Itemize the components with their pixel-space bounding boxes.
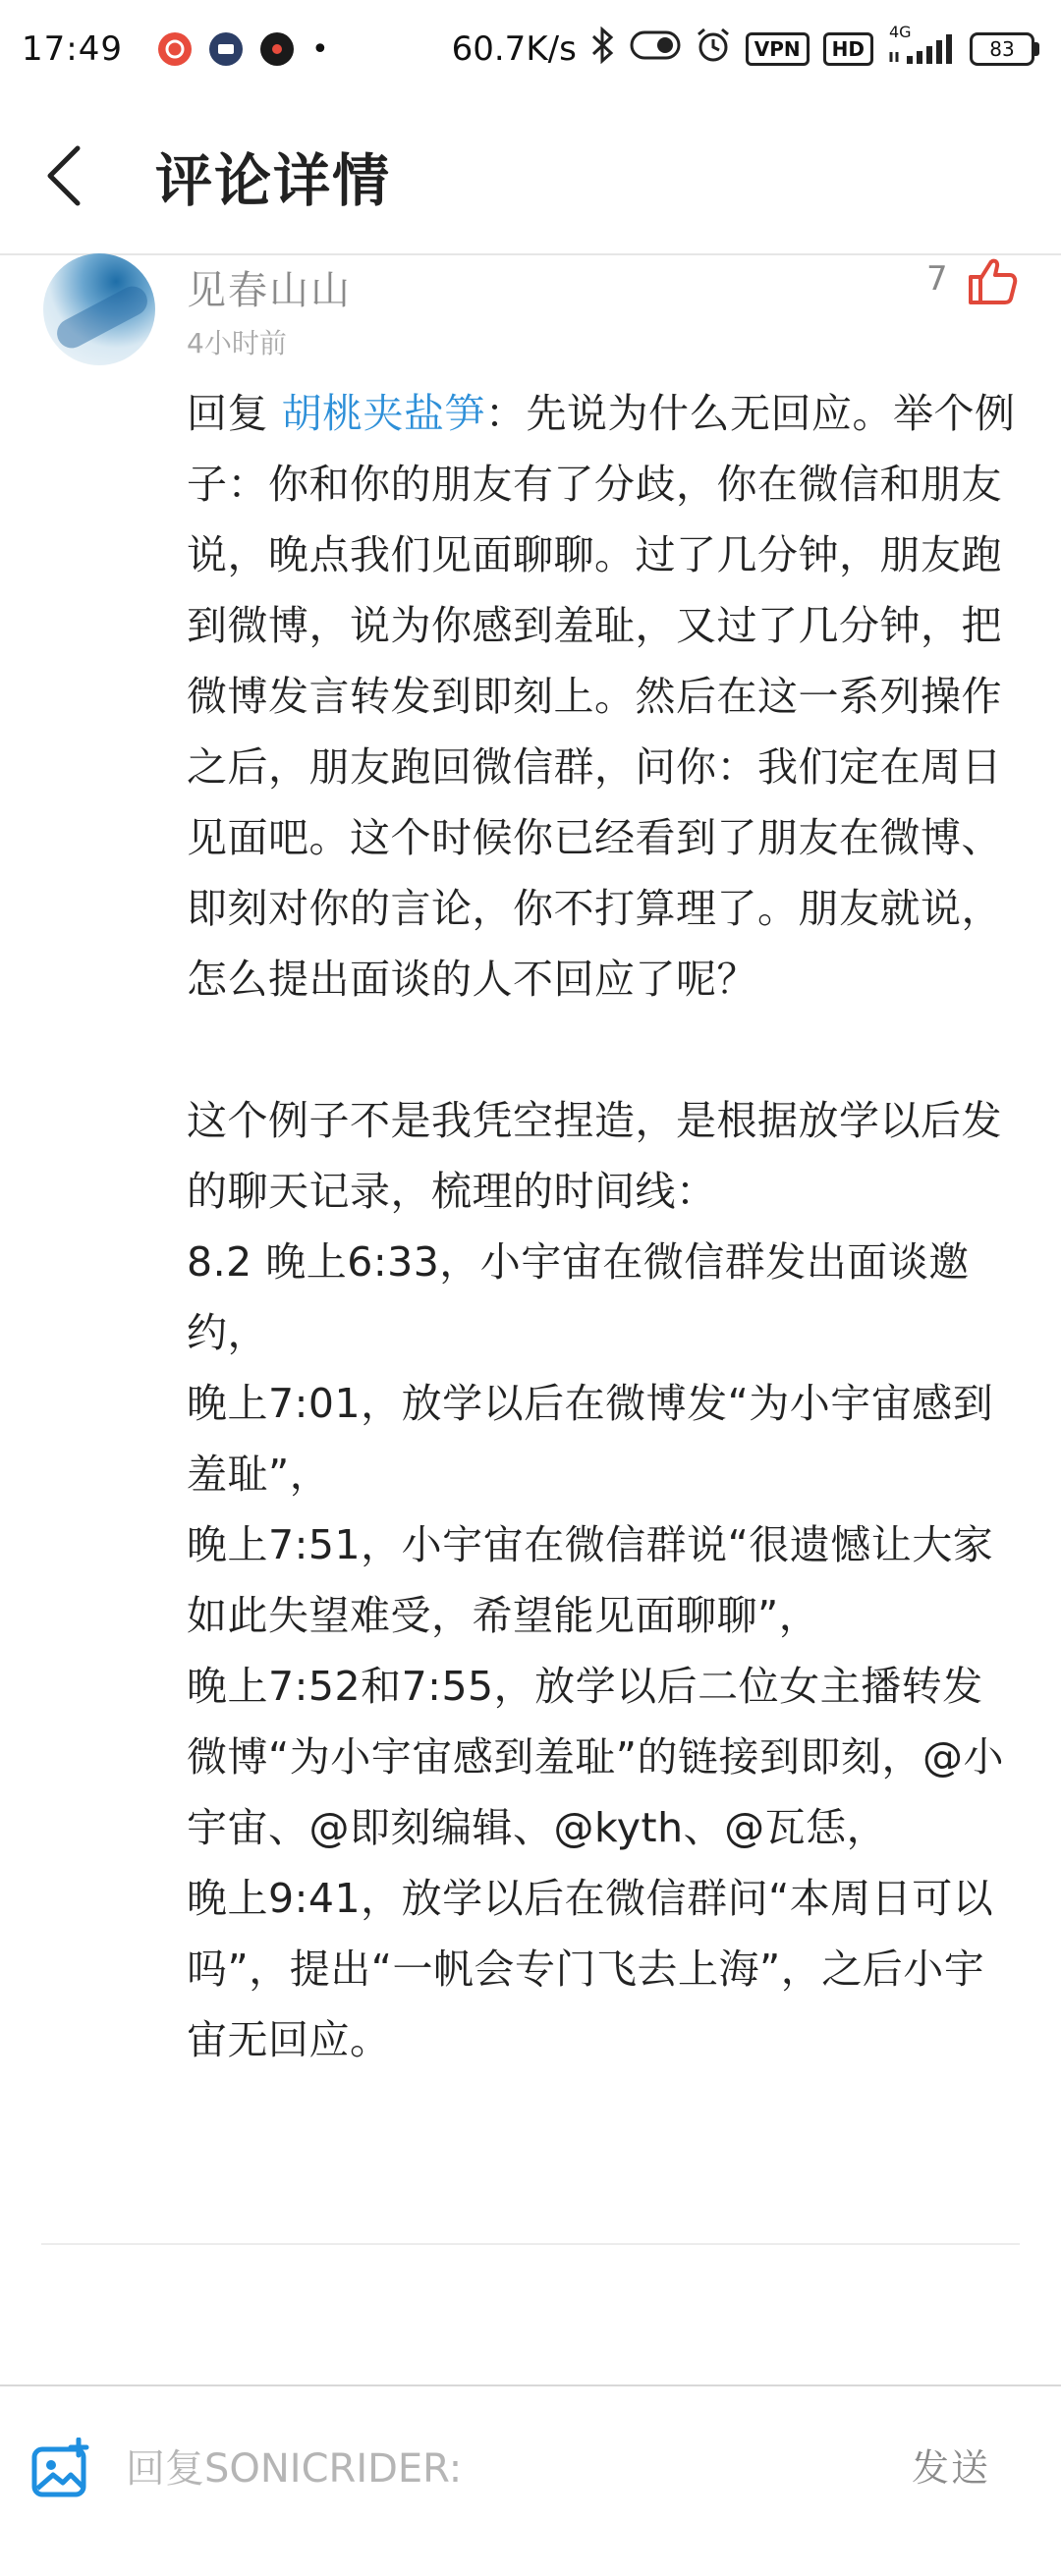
header [0, 98, 1061, 255]
timeline-line-5: 晚上9:41，放学以后在微信群问“本周日可以吗”，提出“一帆会专门飞去上海”，之后小宇宙无回应。 [187, 1875, 994, 2063]
status-right [438, 23, 1039, 73]
insert-image-button[interactable] [29, 2438, 94, 2502]
timeline-line-4: 晚上7:52和7:55，放学以后二位女主播转发微博“为小宇宙感到羞耻”的链接到即刻，@小宇宙、@即刻编辑、@kyth、@瓦恁， [187, 1663, 1004, 1851]
comment-paragraph-1 [187, 378, 1018, 1014]
signal-icon [887, 23, 956, 66]
status-time: 17:49 [22, 29, 123, 69]
blank-line [187, 1014, 1018, 1085]
comment-body [187, 378, 1018, 2075]
vpn-badge: VPN [746, 32, 810, 66]
network-type: 4G [889, 23, 912, 41]
app-icon [260, 32, 294, 66]
status-bar [0, 0, 1061, 98]
comment-text-1: 先说为什么无回应。举个例子：你和你的朋友有了分歧，你在微信和朋友说，晚点我们见面聊聊。过了几分钟，朋友跑到微博，说为你感到羞耻，又过了几分钟，把微博发言转发到即刻上。然后在这一系列操作之后，朋友跑回微信群，问你：我们定在周日见面吧。这个时候你已经看到了朋友在微博、即刻对你的言论，你不打算理了。朋友就说，怎么提出面谈的人不回应了呢？ [187, 390, 1016, 1003]
like-count: 7 [926, 259, 948, 299]
reply-bar [0, 2384, 1061, 2576]
page-title: 评论详情 [155, 147, 392, 214]
bluetooth-icon [590, 27, 616, 73]
send-button[interactable]: 发送 [912, 2446, 991, 2490]
reply-input[interactable] [126, 2434, 872, 2504]
more-notifications-icon: • [310, 31, 329, 67]
timeline-line-2: 晚上7:01，放学以后在微博发“为小宇宙感到羞耻”， [187, 1380, 994, 1498]
avatar[interactable] [43, 253, 155, 365]
comment-time: 4小时前 [187, 327, 287, 359]
comment-paragraph-2: 这个例子不是我凭空捏造，是根据放学以后发的聊天记录，梳理的时间线： [187, 1097, 1002, 1215]
reply-prefix: 回复 [187, 390, 268, 437]
thumbs-up-icon [967, 257, 1018, 306]
username[interactable]: 见春山山 [187, 268, 352, 313]
reply-to-user-link[interactable]: 胡桃夹盐笋 [281, 390, 486, 437]
status-left [22, 29, 329, 69]
netease-icon [158, 32, 192, 66]
hd-badge: HD [823, 32, 873, 66]
alarm-icon [695, 27, 732, 73]
zhuanzhu-icon [209, 32, 243, 66]
chevron-left-icon [44, 144, 84, 207]
toggle-icon [630, 29, 681, 70]
reply-colon: ： [485, 390, 527, 437]
image-icon [29, 2438, 94, 2502]
net-speed: 60.7K/s [451, 29, 577, 69]
back-button[interactable] [0, 117, 128, 235]
battery-icon [970, 32, 1039, 66]
battery-level: 83 [970, 32, 1034, 66]
comment-divider [41, 2243, 1020, 2245]
timeline-line-3: 晚上7:51，小宇宙在微信群说“很遗憾让大家如此失望难受，希望能见面聊聊”， [187, 1521, 994, 1639]
like-button[interactable] [967, 257, 1018, 306]
timeline-line-1: 8.2 晚上6:33，小宇宙在微信群发出面谈邀约， [187, 1238, 970, 1356]
